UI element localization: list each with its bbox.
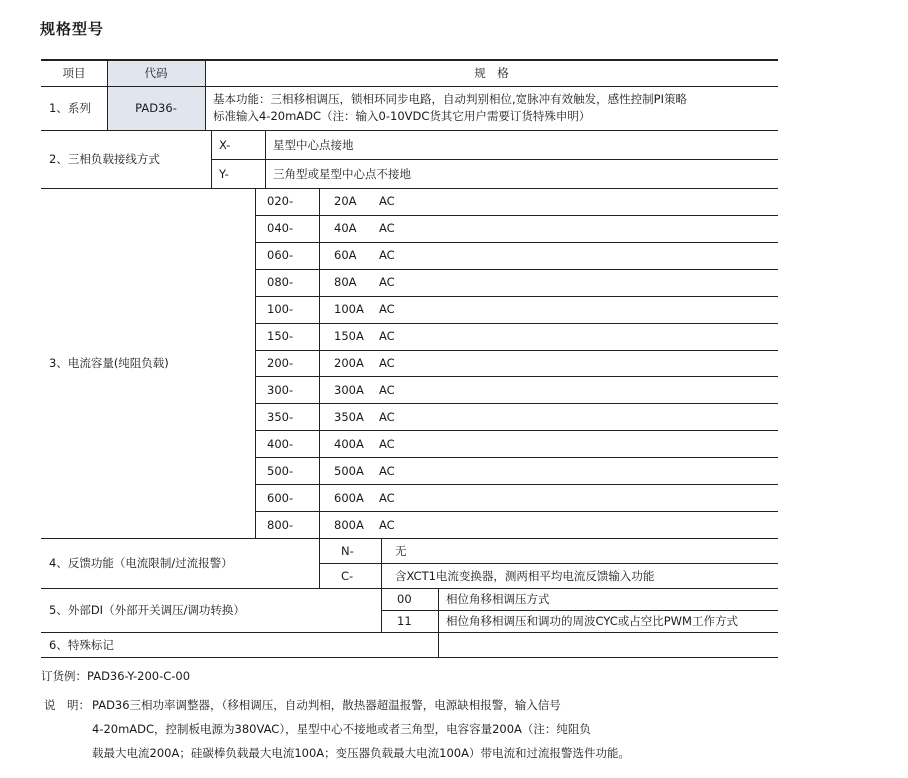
row3-unit: AC — [379, 355, 395, 370]
vline-row2-b — [265, 130, 266, 188]
row3-code: 400- — [267, 436, 294, 451]
row3-code: 350- — [267, 409, 294, 424]
row3-amps: 800A — [334, 517, 364, 532]
notes-label: 说 明： — [44, 698, 90, 712]
row1-desc-line1: 基本功能：三相移相调压，锁相环同步电路，自动判别相位,宽脉冲有效触发，感性控制PI策略 — [213, 92, 687, 106]
vline-row4 — [381, 538, 382, 632]
row3-unit: AC — [379, 382, 395, 397]
row3-amps: 80A — [334, 275, 357, 290]
row3-unit: AC — [379, 329, 395, 344]
row3-code: 300- — [267, 382, 294, 397]
page-title: 规格型号 — [40, 20, 105, 38]
row3-unit: AC — [379, 248, 395, 263]
row3-unit: AC — [379, 490, 395, 505]
row1-desc — [213, 91, 687, 125]
row4-code-c: C- — [341, 568, 354, 583]
row3-amps: 200A — [334, 355, 364, 370]
row3-code: 060- — [267, 248, 294, 263]
row5-item: 5、外部DI（外部开关调压/调功转换） — [49, 603, 245, 617]
order-example: 订货例：PAD36-Y-200-C-00 — [41, 669, 191, 683]
row3-amps: 600A — [334, 490, 364, 505]
notes-line2: 4-20mADC，控制板电源为380VAC），星型中心不接地或者三角型，电容容量200A（注：纯阻负 — [92, 722, 591, 736]
row3-unit: AC — [379, 517, 395, 532]
row4-desc-n: 无 — [395, 543, 407, 558]
row3-divider — [255, 403, 778, 404]
row4-code-n: N- — [341, 543, 354, 558]
vline-row5 — [438, 588, 439, 657]
row6-item: 6、特殊标记 — [49, 637, 114, 652]
header-bottom-line — [41, 86, 778, 87]
notes-line3: 载最大电流200A；硅碳棒负载最大电流100A；变压器负载最大电流100A）带电流和过流报警选件功能。 — [92, 746, 630, 760]
row3-item: 3、电流容量(纯阻负载) — [49, 356, 169, 370]
row3-code: 100- — [267, 302, 294, 317]
row2-desc-y: 三角型或星型中心点不接地 — [273, 166, 411, 181]
row4-item: 4、反馈功能（电流限制/过流报警） — [49, 556, 233, 570]
row3-divider — [255, 350, 778, 351]
header-code: 代码 — [107, 60, 205, 86]
row3-divider — [255, 484, 778, 485]
row3-code: 040- — [267, 221, 294, 236]
row3-divider — [255, 242, 778, 243]
row3-unit: AC — [379, 194, 395, 209]
row3-code: 200- — [267, 355, 294, 370]
row3-divider — [255, 511, 778, 512]
row3-code: 020- — [267, 194, 294, 209]
row3-divider — [255, 376, 778, 377]
header-spec: 规 格 — [474, 66, 509, 80]
row3-amps: 350A — [334, 409, 364, 424]
row3-amps: 20A — [334, 194, 357, 209]
row3-unit: AC — [379, 463, 395, 478]
row3-code: 080- — [267, 275, 294, 290]
row5-mid-line — [381, 610, 778, 611]
row4-bottom-line — [41, 588, 778, 589]
row2-mid-line — [211, 159, 778, 160]
row1-item: 1、系列 — [49, 101, 91, 115]
row3-code: 150- — [267, 329, 294, 344]
row3-amps: 40A — [334, 221, 357, 236]
table-top-border — [41, 59, 778, 61]
row5-desc-11: 相位角移相调压和调功的周波CYC或占空比PWM工作方式 — [446, 614, 738, 628]
row2-code-y: Y- — [219, 166, 229, 181]
row3-divider — [255, 215, 778, 216]
row1-code: PAD36- — [107, 86, 205, 130]
row3-divider — [255, 269, 778, 270]
row3-divider — [255, 323, 778, 324]
row5-code-00: 00 — [397, 592, 412, 606]
row3-divider — [255, 430, 778, 431]
row3-divider — [255, 296, 778, 297]
row3-code: 800- — [267, 517, 294, 532]
row2-code-x: X- — [219, 137, 231, 152]
row3-code: 500- — [267, 463, 294, 478]
row3-unit: AC — [379, 221, 395, 236]
row3-amps: 60A — [334, 248, 357, 263]
vline-row2-a — [211, 130, 212, 188]
row2-item: 2、三相负载接线方式 — [49, 152, 160, 166]
notes-line1: PAD36三相功率调整器，（移相调压，自动判相，散热器超温报警，电源缺相报警，输入信号 — [92, 698, 561, 712]
row2-bottom-line — [41, 188, 778, 189]
row3-bottom-line — [41, 538, 778, 539]
table-bottom-line — [41, 657, 778, 658]
row3-amps: 400A — [334, 436, 364, 451]
vline-row3-b — [319, 188, 320, 588]
row3-unit: AC — [379, 409, 395, 424]
row3-amps: 300A — [334, 382, 364, 397]
row3-amps: 150A — [334, 329, 364, 344]
row1-desc-line2: 标准输入4-20mADC（注：输入0-10VDC货其它用户需要订货特殊申明） — [213, 109, 591, 123]
row3-code: 600- — [267, 490, 294, 505]
row3-unit: AC — [379, 302, 395, 317]
row1-bottom-line — [41, 130, 778, 131]
row3-unit: AC — [379, 275, 395, 290]
header-item: 项目 — [62, 66, 86, 80]
row4-desc-c: 含XCT1电流变换器，测两相平均电流反馈输入功能 — [395, 568, 655, 583]
row3-amps: 500A — [334, 463, 364, 478]
row3-divider — [255, 457, 778, 458]
vline-item-code — [107, 60, 108, 130]
row3-amps: 100A — [334, 302, 364, 317]
row2-desc-x: 星型中心点接地 — [273, 137, 354, 152]
row5-code-11: 11 — [397, 614, 412, 628]
vline-row3-a — [255, 188, 256, 538]
row3-unit: AC — [379, 436, 395, 451]
vline-code-spec — [205, 60, 206, 130]
row5-bottom-line — [41, 632, 778, 633]
row4-mid-line — [319, 563, 778, 564]
row5-desc-00: 相位角移相调压方式 — [446, 592, 550, 606]
